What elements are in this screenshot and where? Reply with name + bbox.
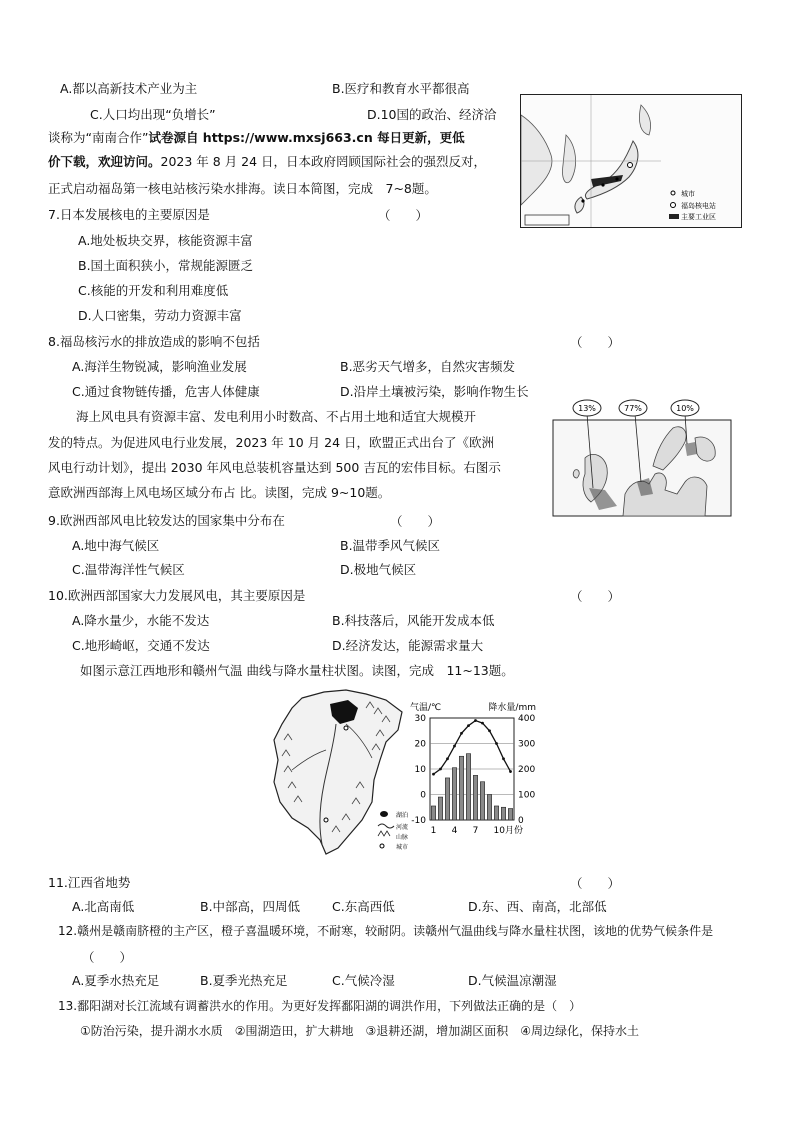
- intro1-line1: [48, 129, 465, 147]
- precip-bar: [480, 782, 484, 820]
- europe-map: [545, 398, 735, 518]
- intro3-text: 如图示意江西地形和赣州气温 曲线与降水量柱状图。读图，完成 11~13题。: [80, 663, 514, 678]
- temp-point: [481, 722, 484, 725]
- q10-option-a: A.降水量少，水能不发达: [72, 613, 210, 628]
- q11-answer-blank: （ ）: [570, 876, 621, 891]
- q12-option-a: A.夏季水热充足: [72, 973, 160, 988]
- q8-answer-blank: （ ）: [570, 335, 621, 350]
- temp-point: [446, 757, 449, 760]
- precip-tick: 400: [518, 714, 536, 724]
- temp-tick: 10: [414, 765, 426, 775]
- precip-tick: 200: [518, 765, 536, 775]
- q8-option-d: D.沿岸土壤被污染，影响作物生长: [340, 384, 529, 399]
- intro1-line2-text: 2023 年 8 月 24 日，日本政府罔顾国际社会的强烈反对，: [160, 154, 487, 169]
- q9-option-b: B.温带季风气候区: [340, 538, 441, 553]
- legend-nuclear-plant: 福岛核电站: [681, 202, 716, 210]
- precip-bar: [473, 775, 477, 820]
- intro2-line4: 意欧洲西部海上风电场区域分布占 比。读图，完成 9~10题。: [48, 485, 391, 500]
- japan-map: [521, 95, 741, 227]
- q11-option-a: A.北高南低: [72, 899, 135, 914]
- temp-point: [509, 770, 512, 773]
- q12-option-d: D.气候温凉潮湿: [468, 973, 557, 988]
- precip-bar: [487, 795, 491, 821]
- x-tick: 7: [472, 826, 479, 836]
- temp-line: [432, 719, 512, 775]
- q11-option-d: D.东、西、南高，北部低: [468, 899, 607, 914]
- intro2-line1: 海上风电具有资源丰富、发电利用小时数高、不占用土地和适宜大规模开: [76, 409, 477, 424]
- q7-option-a: A.地处板块交界，核能资源丰富: [78, 233, 253, 248]
- precip-bar: [459, 756, 463, 820]
- q6-option-d: D.10国的政治、经济洽: [367, 107, 497, 122]
- precip-tick: 300: [518, 739, 536, 750]
- y2-axis-label: 降水量/mm: [488, 703, 536, 713]
- temp-point: [495, 742, 498, 745]
- q7-option-c: C.核能的开发和利用难度低: [78, 283, 229, 298]
- intro1-line2: [48, 153, 486, 171]
- climate-chart: [408, 700, 538, 840]
- precip-bar: [501, 807, 505, 820]
- legend-lake: 湖泊: [396, 812, 409, 819]
- q7-option-d: D.人口密集，劳动力资源丰富: [78, 308, 242, 323]
- jiangxi-map: [262, 684, 422, 862]
- callout-uk-share: 13%: [578, 404, 596, 413]
- q10-option-b: B.科技落后，风能开发成本低: [332, 613, 495, 628]
- temp-curve: [434, 721, 511, 775]
- q10-option-c: C.地形崎岖，交通不发达: [72, 638, 210, 653]
- q13-stem: 13.鄱阳湖对长江流域有调蓄洪水的作用。为更好发挥鄱阳湖的调洪作用，下列做法正确的是（ ）: [58, 999, 582, 1013]
- japan-map-figure: [520, 94, 742, 228]
- intro1-line3: 正式启动福岛第一核电站核污染水排海。读日本简图，完成 7~8题。: [48, 181, 437, 196]
- q13-options: ①防治污染，提升湖水水质 ②围湖造田，扩大耕地 ③退耕还湖，增加湖区面积 ④周边绿化，保持水土: [80, 1024, 640, 1038]
- q8-stem: 8.福岛核污水的排放造成的影响不包括: [48, 334, 260, 349]
- precip-bar: [452, 768, 456, 820]
- q9-answer-blank: （ ）: [390, 514, 441, 529]
- temp-tick: -10: [411, 816, 426, 826]
- q10-stem: 10.欧洲西部国家大力发展风电，其主要原因是: [48, 588, 306, 603]
- precip-tick: 0: [518, 816, 524, 826]
- q8-option-b: B.恶劣天气增多，自然灾害频发: [340, 359, 516, 374]
- q11-option-b: B.中部高，四周低: [200, 899, 301, 914]
- q9-option-a: A.地中海气候区: [72, 538, 160, 553]
- q10-option-d: D.经济发达，能源需求量大: [332, 638, 484, 653]
- precip-bar: [438, 797, 442, 820]
- watermark-text-2: 价下载，欢迎访问。: [48, 154, 161, 169]
- temp-point: [502, 757, 505, 760]
- temp-point: [453, 745, 456, 748]
- x-tick: 1: [430, 826, 437, 836]
- q12-answer-blank: （ ）: [82, 950, 133, 965]
- legend-river: 河流: [396, 824, 409, 831]
- x-tick: 4: [451, 826, 458, 836]
- x-ticks: [431, 824, 523, 836]
- temp-point: [432, 773, 435, 776]
- q7-option-b: B.国土面积狭小，常规能源匮乏: [78, 258, 254, 273]
- precip-tick: 100: [518, 790, 536, 801]
- intro2-line3: 风电行动计划》，提出 2030 年风电总装机容量达到 500 吉瓦的宏伟目标。右图示: [48, 460, 501, 475]
- temp-point: [439, 768, 442, 771]
- callout-baltic-share: 10%: [676, 404, 694, 413]
- x-tick: 10月份: [493, 826, 523, 836]
- legend-mountain: 山脉: [396, 834, 409, 841]
- intro1-line1-text: 谈称为“南南合作”: [48, 130, 149, 145]
- q9-option-c: C.温带海洋性气候区: [72, 562, 185, 577]
- q9-option-d: D.极地气候区: [340, 562, 417, 577]
- legend-city: 城市: [681, 190, 695, 198]
- temp-tick: 0: [420, 790, 426, 801]
- precip-bar: [466, 754, 470, 820]
- precip-bar: [508, 809, 512, 820]
- q9-stem: 9.欧洲西部风电比较发达的国家集中分布在: [48, 513, 285, 528]
- q7-stem: 7.日本发展核电的主要原因是: [48, 207, 210, 222]
- climate-chart-figure: [408, 700, 538, 840]
- q7-answer-blank: （ ）: [378, 208, 429, 223]
- temp-point: [474, 719, 477, 722]
- temp-point: [460, 732, 463, 735]
- watermark-text: 试卷源自 https://www.mxsj663.cn 每日更新，更低: [148, 130, 465, 145]
- q6-option-c: C.人口均出现“负增长”: [90, 107, 216, 122]
- europe-map-figure: [545, 398, 735, 518]
- temp-tick: 20: [414, 739, 426, 750]
- jiangxi-map-figure: [262, 684, 422, 862]
- legend-city: 城市: [396, 844, 409, 851]
- q12-stem: 12.赣州是赣南脐橙的主产区，橙子喜温暖环境，不耐寒，较耐阴。读赣州气温曲线与降水量柱状图，该地的优势气候条件是: [58, 924, 714, 938]
- temp-point: [488, 729, 491, 732]
- temp-tick: 30: [414, 714, 426, 724]
- q6-option-a: A.都以高新技术产业为主: [60, 81, 198, 96]
- callout-north-sea-share: 77%: [624, 404, 642, 413]
- q11-stem: 11.江西省地势: [48, 875, 131, 890]
- q12-option-b: B.夏季光热充足: [200, 973, 288, 988]
- q8-option-c: C.通过食物链传播，危害人体健康: [72, 384, 260, 399]
- legend-industrial-zone: 主要工业区: [681, 213, 716, 221]
- q11-option-c: C.东高西低: [332, 899, 395, 914]
- q10-answer-blank: （ ）: [570, 589, 621, 604]
- precip-bar: [445, 778, 449, 820]
- temp-point: [467, 724, 470, 727]
- y-axis-label: 气温/℃: [410, 703, 442, 713]
- q8-option-a: A.海洋生物锐减，影响渔业发展: [72, 359, 247, 374]
- intro2-line2: 发的特点。为促进风电行业发展，2023 年 10 月 24 日，欧盟正式出台了《欧洲: [48, 435, 494, 450]
- q12-option-c: C.气候冷湿: [332, 973, 395, 988]
- precip-bar: [431, 806, 435, 820]
- precip-bar: [494, 806, 498, 820]
- q6-option-b: B.医疗和教育水平都很高: [332, 81, 470, 96]
